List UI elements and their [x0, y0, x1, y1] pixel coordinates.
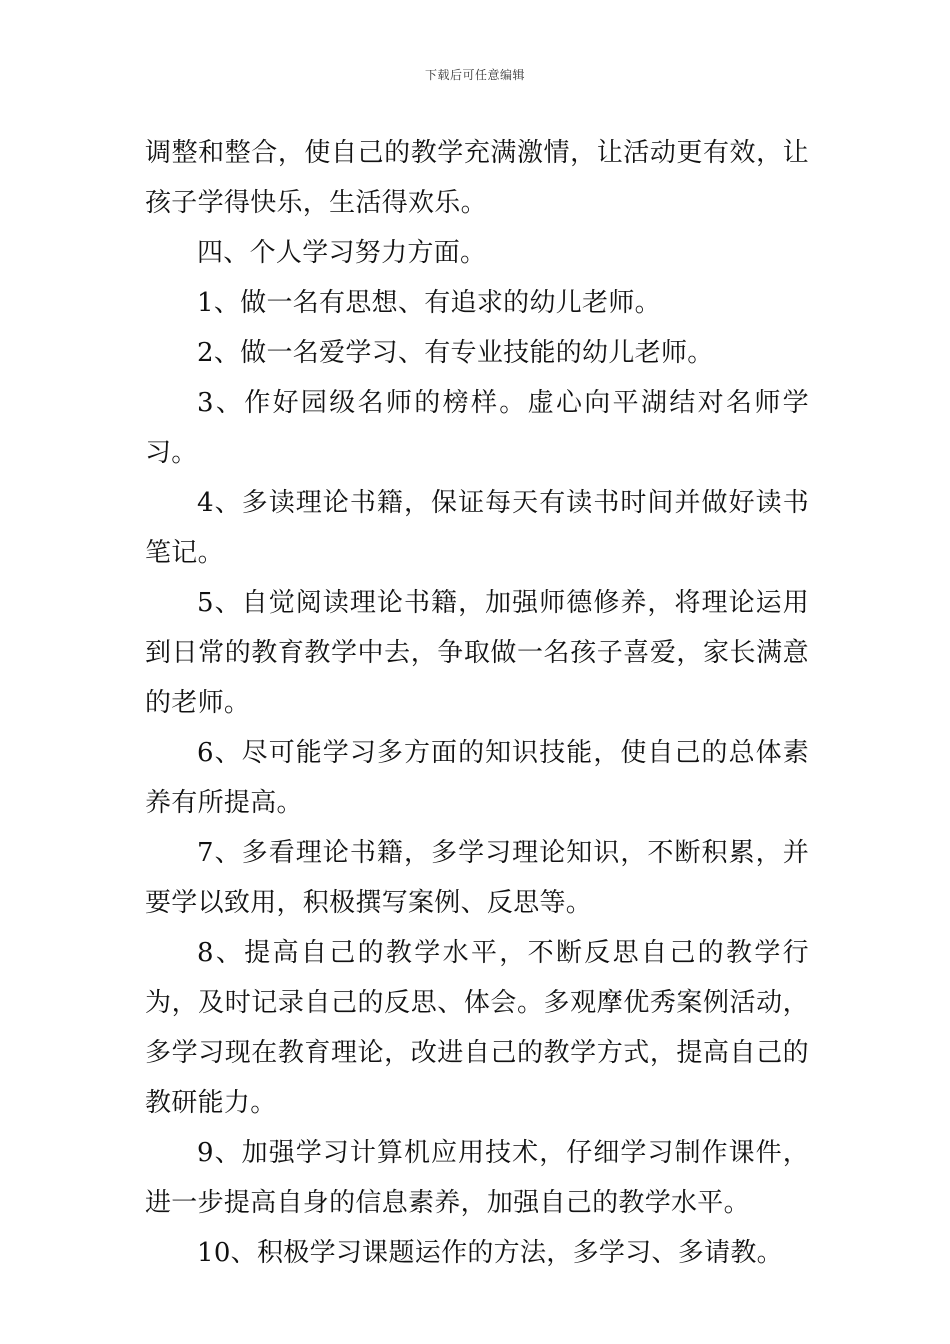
list-item-4: 4、多读理论书籍，保证每天有读书时间并做好读书笔记。 [145, 488, 809, 568]
list-item-1: 1、做一名有思想、有追求的幼儿老师。 [197, 288, 661, 318]
document-body [145, 128, 809, 1278]
list-item-9: 9、加强学习计算机应用技术，仔细学习制作课件，进一步提高自身的信息素养，加强自己的教学水平。 [145, 1138, 809, 1218]
list-item-7: 7、多看理论书籍，多学习理论知识，不断积累，并要学以致用，积极撰写案例、反思等。 [145, 838, 809, 918]
section-heading: 四、个人学习努力方面。 [197, 238, 487, 268]
list-item-3: 3、作好园级名师的榜样。虚心向平湖结对名师学习。 [145, 388, 809, 468]
list-item-8: 8、提高自己的教学水平，不断反思自己的教学行为，及时记录自己的反思、体会。多观摩优秀案例活动，多学习现在教育理论，改进自己的教学方式，提高自己的教研能力。 [145, 938, 809, 1118]
list-item-10: 10、积极学习课题运作的方法，多学习、多请教。 [197, 1238, 783, 1268]
paragraph-continuation: 调整和整合，使自己的教学充满激情，让活动更有效，让孩子学得快乐，生活得欢乐。 [145, 138, 809, 218]
list-item-5: 5、自觉阅读理论书籍，加强师德修养，将理论运用到日常的教育教学中去，争取做一名孩子喜爱，家长满意的老师。 [145, 588, 809, 718]
page-header-note: 下载后可任意编辑 [424, 68, 525, 82]
list-item-2: 2、做一名爱学习、有专业技能的幼儿老师。 [197, 338, 714, 368]
list-item-6: 6、尽可能学习多方面的知识技能，使自己的总体素养有所提高。 [145, 738, 809, 818]
